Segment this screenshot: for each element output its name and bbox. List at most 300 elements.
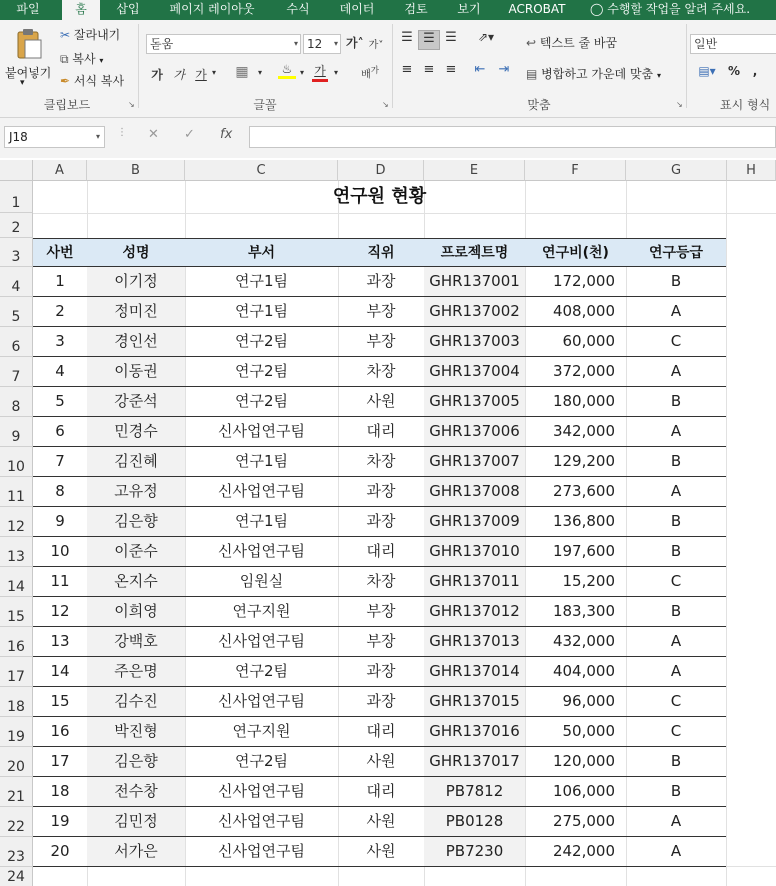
cut-button[interactable] [60, 26, 120, 43]
merge-center-button[interactable] [526, 65, 661, 82]
row-number: 6 [11, 339, 21, 355]
cell-name[interactable]: 전수창 [87, 777, 185, 806]
table-row [33, 297, 726, 327]
header-cell-dept[interactable]: 부서 [247, 245, 276, 261]
cell-position[interactable]: 대리 [366, 422, 396, 440]
alignment-launcher-icon[interactable]: ↘ [676, 100, 683, 109]
align-top-icon[interactable]: ☰ [401, 30, 413, 45]
cell-dept[interactable]: 연구1팀 [234, 272, 288, 290]
header-cell-position[interactable]: 직위 [367, 245, 395, 261]
wrap-text-label: 텍스트 줄 바꿈 [539, 36, 618, 50]
cut-label: 잘라내기 [73, 28, 121, 42]
cell-budget[interactable]: 60,000 [562, 332, 615, 350]
row-number: 10 [7, 459, 25, 475]
paintbrush-icon: ✒ [60, 74, 71, 88]
cell-grade[interactable]: C [670, 692, 682, 710]
cell-budget[interactable]: 106,000 [552, 782, 615, 800]
cell-budget[interactable]: 404,000 [552, 662, 615, 680]
row-number: 9 [11, 429, 21, 445]
italic-icon[interactable]: 가 [173, 68, 185, 82]
row-header-14[interactable] [0, 567, 33, 597]
cell-project[interactable]: GHR137002 [424, 297, 525, 326]
accounting-format-icon[interactable]: ▤▾ [698, 64, 716, 78]
cell-id[interactable]: 15 [50, 692, 70, 710]
cell-id[interactable]: 12 [50, 602, 70, 620]
align-bottom-icon[interactable]: ☰ [445, 30, 457, 45]
cell-project[interactable]: GHR137015 [424, 687, 525, 716]
chevron-down-icon[interactable]: ▾ [257, 68, 262, 77]
column-header-f[interactable]: F [525, 160, 626, 181]
row-header-20[interactable] [0, 747, 33, 777]
percent-style-icon[interactable]: % [727, 64, 741, 78]
row-number: 23 [7, 849, 25, 865]
font-name-select[interactable] [146, 34, 301, 54]
chevron-down-icon: ▾ [333, 39, 338, 48]
cell-project[interactable]: GHR137016 [424, 717, 525, 746]
cell-dept[interactable]: 신사업연구팀 [218, 632, 305, 650]
row-header-17[interactable] [0, 657, 33, 687]
cell-name[interactable]: 이동권 [87, 357, 185, 386]
paste-button[interactable] [8, 26, 48, 62]
row-header-15[interactable] [0, 597, 33, 627]
tab-formulas[interactable]: 수식 [286, 2, 310, 16]
cell-id[interactable]: 8 [55, 482, 65, 500]
chevron-down-icon: ▾ [95, 132, 100, 141]
cell-grade[interactable]: C [670, 332, 682, 350]
cancel-icon[interactable]: ✕ [148, 127, 159, 142]
tell-me-box[interactable] [590, 0, 750, 20]
cell-project[interactable]: GHR137004 [424, 357, 525, 386]
cell-budget[interactable]: 372,000 [552, 362, 615, 380]
cell-grade[interactable]: A [670, 422, 682, 440]
cell-budget[interactable]: 172,000 [552, 272, 615, 290]
cell-dept[interactable]: 연구2팀 [234, 392, 288, 410]
format-painter-button[interactable] [60, 72, 124, 89]
cell-name[interactable]: 서가은 [87, 837, 185, 866]
tab-insert[interactable]: 삽입 [116, 2, 140, 16]
align-right-icon[interactable]: ≡ [445, 62, 457, 77]
cell-grade[interactable]: A [670, 812, 682, 830]
orientation-icon[interactable]: ⇗▾ [477, 30, 495, 44]
cell-budget[interactable]: 273,600 [552, 482, 615, 500]
cell-dept[interactable]: 신사업연구팀 [218, 812, 305, 830]
cell-budget[interactable]: 342,000 [552, 422, 615, 440]
format-painter-label: 서식 복사 [73, 74, 125, 88]
header-cell-grade[interactable]: 연구등급 [648, 245, 704, 261]
group-divider [686, 24, 687, 108]
cell-project[interactable]: PB7230 [424, 837, 525, 866]
table-row [33, 687, 726, 717]
table-row [33, 507, 726, 537]
row-header-10[interactable] [0, 447, 33, 477]
cell-project[interactable]: GHR137005 [424, 387, 525, 416]
cell-id[interactable]: 10 [50, 542, 70, 560]
cell-project[interactable]: GHR137006 [424, 417, 525, 446]
cell-id[interactable]: 7 [55, 452, 65, 470]
cell-grade[interactable]: B [670, 542, 682, 560]
cell-dept[interactable]: 연구지원 [232, 602, 291, 620]
header-cell-id[interactable]: 사번 [46, 245, 74, 261]
table-row [33, 717, 726, 747]
row-header-9[interactable] [0, 417, 33, 447]
row-header-11[interactable] [0, 477, 33, 507]
table-row [33, 747, 726, 777]
cell-position[interactable]: 과장 [366, 692, 396, 710]
row-header-16[interactable] [0, 627, 33, 657]
cell-grade[interactable]: A [670, 482, 682, 500]
cell-position[interactable]: 과장 [366, 272, 396, 290]
cell-project[interactable]: GHR137010 [424, 537, 525, 566]
row-number: 16 [7, 639, 25, 655]
cell-dept[interactable]: 신사업연구팀 [218, 482, 305, 500]
cell-budget[interactable]: 183,300 [552, 602, 615, 620]
column-header-a[interactable]: A [33, 160, 87, 181]
cell-grade[interactable]: A [670, 662, 682, 680]
clipboard-launcher-icon[interactable]: ↘ [128, 100, 135, 109]
cell-grade[interactable]: B [670, 392, 682, 410]
cell-id[interactable]: 4 [55, 362, 65, 380]
cell-position[interactable]: 과장 [366, 662, 396, 680]
cell-grade[interactable]: C [670, 572, 682, 590]
table-row [33, 267, 726, 297]
table-row [33, 657, 726, 687]
cell-position[interactable]: 차장 [366, 572, 396, 590]
cell-dept[interactable]: 신사업연구팀 [218, 782, 305, 800]
cell-grade[interactable]: B [670, 512, 682, 530]
cell-budget[interactable]: 136,800 [552, 512, 615, 530]
select-all-corner[interactable] [0, 160, 33, 181]
cell-name[interactable]: 강백호 [87, 627, 185, 656]
cell-name[interactable]: 고유정 [87, 477, 185, 506]
cell-position[interactable]: 사원 [366, 752, 396, 770]
cell-dept[interactable]: 신사업연구팀 [218, 842, 305, 860]
cell-position[interactable]: 과장 [366, 482, 396, 500]
cell-budget[interactable]: 180,000 [552, 392, 615, 410]
wrap-text-button[interactable] [526, 34, 617, 51]
row-number: 22 [7, 819, 25, 835]
cell-id[interactable]: 13 [50, 632, 70, 650]
font-launcher-icon[interactable]: ↘ [382, 100, 389, 109]
cell-dept[interactable]: 연구1팀 [234, 452, 288, 470]
cell-name[interactable]: 경인선 [87, 327, 185, 356]
font-group-label: 글꼴 [253, 98, 277, 112]
row-number: 11 [7, 489, 25, 505]
number-format-select[interactable] [690, 34, 776, 54]
row-header-23[interactable] [0, 837, 33, 867]
cell-id[interactable]: 18 [50, 782, 70, 800]
group-divider [138, 24, 139, 108]
cell-position[interactable]: 과장 [366, 512, 396, 530]
cell-position[interactable]: 사원 [366, 842, 396, 860]
chevron-down-icon: ▾ [656, 71, 661, 80]
cell-grade[interactable]: C [670, 722, 682, 740]
cell-dept[interactable]: 연구1팀 [234, 302, 288, 320]
cell-project[interactable]: PB0128 [424, 807, 525, 836]
row-header-8[interactable] [0, 387, 33, 417]
chevron-down-icon[interactable]: ▾ [333, 68, 338, 77]
row-header-22[interactable] [0, 807, 33, 837]
cell-project[interactable]: GHR137009 [424, 507, 525, 536]
copy-button[interactable] [60, 50, 103, 67]
copy-icon: ⧉ [60, 52, 69, 66]
cell-grade[interactable]: A [670, 632, 682, 650]
copy-label: 복사 [72, 52, 96, 66]
cell-dept[interactable]: 신사업연구팀 [218, 542, 305, 560]
tell-me-text: 수행할 작업을 알려 주세요. [607, 2, 751, 16]
header-cell-project[interactable]: 프로젝트명 [440, 245, 509, 261]
wrap-text-icon: ↩ [526, 36, 537, 50]
cell-budget[interactable]: 432,000 [552, 632, 615, 650]
cell-project[interactable]: GHR137007 [424, 447, 525, 476]
cell-id[interactable]: 1 [55, 272, 65, 290]
cell-grade[interactable]: A [670, 842, 682, 860]
row-header-7[interactable] [0, 357, 33, 387]
header-cell-budget[interactable]: 연구비(천) [542, 245, 609, 261]
font-size-select[interactable] [303, 34, 341, 54]
cell-dept[interactable]: 신사업연구팀 [218, 692, 305, 710]
chevron-down-icon[interactable]: ▾ [299, 68, 304, 77]
column-header-h[interactable]: H [727, 160, 776, 181]
align-center-icon[interactable]: ≡ [423, 62, 435, 77]
column-header-e[interactable]: E [424, 160, 525, 181]
cell-position[interactable]: 부장 [366, 602, 396, 620]
row-header-21[interactable] [0, 777, 33, 807]
scissors-icon: ✂ [60, 28, 71, 42]
decrease-indent-icon[interactable]: ⇤ [474, 62, 486, 77]
cell-id[interactable]: 14 [50, 662, 70, 680]
cell-name[interactable]: 강준석 [87, 387, 185, 416]
cell-name[interactable]: 주은명 [87, 657, 185, 686]
cell-position[interactable]: 사원 [366, 812, 396, 830]
align-middle-icon[interactable]: ☰ [418, 30, 440, 50]
cell-id[interactable]: 2 [55, 302, 65, 320]
table-row [33, 837, 726, 867]
sheet-title[interactable]: 연구원 현황 [332, 186, 427, 207]
row-number: 3 [11, 249, 21, 265]
cell-position[interactable]: 부장 [366, 332, 396, 350]
row-number: 15 [7, 609, 25, 625]
cell-grade[interactable]: B [670, 782, 682, 800]
cell-grade[interactable]: B [670, 752, 682, 770]
cell-id[interactable]: 9 [55, 512, 65, 530]
number-format-value: 일반 [694, 37, 718, 51]
row-header-13[interactable] [0, 537, 33, 567]
cell-grade[interactable]: B [670, 452, 682, 470]
cell-grade[interactable]: A [670, 302, 682, 320]
font-name-value: 돋움 [150, 37, 174, 51]
row-number: 21 [7, 789, 25, 805]
group-divider [392, 24, 393, 108]
cell-position[interactable]: 사원 [366, 392, 396, 410]
cell-id[interactable]: 16 [50, 722, 70, 740]
comma-style-icon[interactable]: , [752, 64, 758, 78]
cell-name[interactable]: 김은향 [87, 507, 185, 536]
tab-page-layout[interactable]: 페이지 레이아웃 [169, 2, 255, 16]
cell-name[interactable]: 이희영 [87, 597, 185, 626]
cell-id[interactable]: 19 [50, 812, 70, 830]
name-box[interactable] [4, 126, 105, 148]
cell-name[interactable]: 김수진 [87, 687, 185, 716]
cell-name[interactable]: 온지수 [87, 567, 185, 596]
cell-position[interactable]: 대리 [366, 782, 396, 800]
row-header-6[interactable] [0, 327, 33, 357]
cell-budget[interactable]: 129,200 [552, 452, 615, 470]
row-header-5[interactable] [0, 297, 33, 327]
row-number: 18 [7, 699, 25, 715]
table-header-row [33, 238, 726, 267]
font-color-icon[interactable]: 가 [312, 62, 328, 82]
cell-project[interactable]: GHR137017 [424, 747, 525, 776]
insert-function-icon[interactable]: fx [220, 127, 233, 142]
tab-acrobat[interactable]: ACROBAT [508, 2, 566, 16]
decrease-font-size-icon[interactable]: 가˅ [368, 40, 384, 51]
cell-name[interactable]: 김진혜 [87, 447, 185, 476]
table-row [33, 567, 726, 597]
cell-grade[interactable]: B [670, 272, 682, 290]
cell-dept[interactable]: 연구2팀 [234, 662, 288, 680]
chevron-down-icon: ▾ [293, 39, 298, 48]
tab-review[interactable]: 검토 [404, 2, 428, 16]
cell-dept[interactable]: 연구2팀 [234, 332, 288, 350]
cell-position[interactable]: 대리 [366, 542, 396, 560]
cell-project[interactable]: PB7812 [424, 777, 525, 806]
row-number: 19 [7, 729, 25, 745]
cell-dept[interactable]: 신사업연구팀 [218, 422, 305, 440]
cell-project[interactable]: GHR137013 [424, 627, 525, 656]
column-header-g[interactable]: G [626, 160, 727, 181]
cell-dept[interactable]: 연구1팀 [234, 512, 288, 530]
merge-cells-icon: ▤ [526, 67, 538, 81]
cell-id[interactable]: 6 [55, 422, 65, 440]
bold-icon[interactable]: 가 [151, 68, 163, 82]
increase-font-size-icon[interactable]: 가˄ [346, 36, 364, 50]
underline-icon[interactable]: 가 [195, 68, 207, 82]
tab-home[interactable]: 홈 [62, 0, 100, 20]
cell-project[interactable]: GHR137003 [424, 327, 525, 356]
clipboard-group-label: 클립보드 [43, 98, 91, 112]
row-number: 13 [7, 549, 25, 565]
row-number: 20 [7, 759, 25, 775]
table-row [33, 327, 726, 357]
increase-indent-icon[interactable]: ⇥ [498, 62, 510, 77]
cell-name[interactable]: 민경수 [87, 417, 185, 446]
more-options-icon: ⋮ [117, 127, 127, 138]
row-header-19[interactable] [0, 717, 33, 747]
lightbulb-icon: ◯ [590, 2, 604, 16]
cell-name[interactable]: 박진형 [87, 717, 185, 746]
cell-budget[interactable]: 275,000 [552, 812, 615, 830]
cell-id[interactable]: 17 [50, 752, 70, 770]
gridline [33, 213, 776, 214]
tab-file[interactable]: 파일 [16, 2, 40, 16]
cell-budget[interactable]: 50,000 [562, 722, 615, 740]
row-header-12[interactable] [0, 507, 33, 537]
tab-view[interactable]: 보기 [457, 2, 481, 16]
cell-position[interactable]: 대리 [366, 722, 396, 740]
cell-position[interactable]: 차장 [366, 362, 396, 380]
row-number: 4 [11, 279, 21, 295]
number-group-label: 표시 형식 [720, 98, 771, 112]
row-header-18[interactable] [0, 687, 33, 717]
column-header-d[interactable]: D [338, 160, 424, 181]
header-cell-name[interactable]: 성명 [122, 245, 150, 261]
alignment-group-label: 맞춤 [527, 98, 551, 112]
cell-project[interactable]: GHR137012 [424, 597, 525, 626]
ribbon [0, 20, 776, 118]
cell-name[interactable]: 김민정 [87, 807, 185, 836]
table-row [33, 537, 726, 567]
row-number: 1 [11, 195, 21, 211]
cell-dept[interactable]: 연구2팀 [234, 362, 288, 380]
cell-budget[interactable]: 120,000 [552, 752, 615, 770]
chevron-down-icon[interactable]: ▾ [211, 68, 216, 77]
row-number: 8 [11, 399, 21, 415]
paste-label: 붙여넣기 [5, 66, 52, 80]
cell-id[interactable]: 5 [55, 392, 65, 410]
cell-project[interactable]: GHR137011 [424, 567, 525, 596]
phonetic-guide-icon[interactable]: 배$^가$ [361, 65, 379, 81]
cell-name[interactable]: 김은향 [87, 747, 185, 776]
formula-bar [0, 118, 776, 158]
row-header-4[interactable] [0, 267, 33, 297]
cell-budget[interactable]: 197,600 [552, 542, 615, 560]
row-header-2[interactable] [0, 213, 33, 238]
cell-position[interactable]: 부장 [366, 302, 396, 320]
fill-color-icon[interactable]: ♨ [278, 62, 296, 79]
cell-project[interactable]: GHR137014 [424, 657, 525, 686]
cell-budget[interactable]: 242,000 [552, 842, 615, 860]
table-row [33, 597, 726, 627]
enter-check-icon[interactable]: ✓ [184, 127, 195, 142]
cell-dept[interactable]: 연구2팀 [234, 752, 288, 770]
align-left-icon[interactable]: ≡ [401, 62, 413, 77]
table-row [33, 777, 726, 807]
row-header-3[interactable] [0, 238, 33, 267]
cell-id[interactable]: 20 [50, 842, 70, 860]
table-row [33, 447, 726, 477]
merge-center-label: 병합하고 가운데 맞춤 [541, 67, 654, 81]
formula-input[interactable] [249, 126, 776, 148]
name-box-value: J18 [9, 130, 28, 144]
cell-project[interactable]: GHR137001 [424, 267, 525, 296]
cell-dept[interactable]: 임원실 [239, 572, 284, 590]
row-number: 5 [11, 309, 21, 325]
cell-budget[interactable]: 15,200 [562, 572, 615, 590]
borders-icon[interactable]: ▦ [235, 64, 249, 80]
cell-name[interactable]: 정미진 [87, 297, 185, 326]
row-header-24[interactable] [0, 867, 33, 886]
cell-grade[interactable]: A [670, 362, 682, 380]
cell-name[interactable]: 이준수 [87, 537, 185, 566]
paste-chevron-down-icon[interactable]: ▾ [20, 78, 25, 88]
tab-data[interactable]: 데이터 [339, 2, 375, 16]
column-header-b[interactable]: B [87, 160, 185, 181]
row-number: 14 [7, 579, 25, 595]
column-header-c[interactable]: C [185, 160, 338, 181]
cell-dept[interactable]: 연구지원 [232, 722, 291, 740]
cell-position[interactable]: 차장 [366, 452, 396, 470]
cell-position[interactable]: 부장 [366, 632, 396, 650]
cell-grade[interactable]: B [670, 602, 682, 620]
cell-name[interactable]: 이기정 [87, 267, 185, 296]
cell-budget[interactable]: 96,000 [562, 692, 615, 710]
cell-id[interactable]: 11 [50, 572, 70, 590]
cell-budget[interactable]: 408,000 [552, 302, 615, 320]
row-number: 7 [11, 369, 21, 385]
cell-project[interactable]: GHR137008 [424, 477, 525, 506]
row-header-1[interactable] [0, 181, 33, 213]
cell-id[interactable]: 3 [55, 332, 65, 350]
